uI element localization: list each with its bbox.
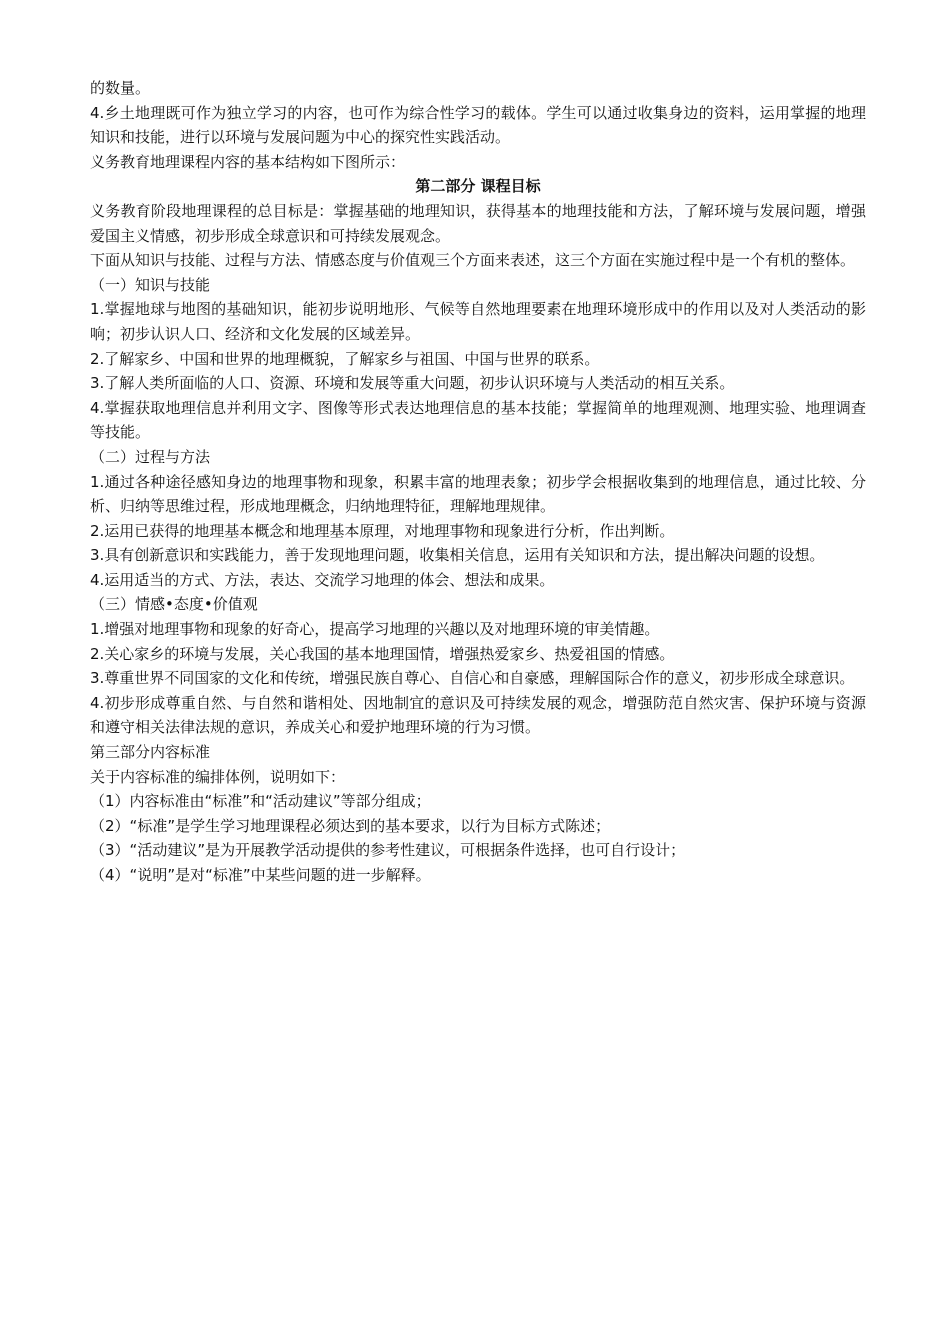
text-paragraph: 3.具有创新意识和实践能力，善于发现地理问题，收集相关信息，运用有关知识和方法，提出解决问题的设想。 <box>90 546 825 565</box>
text-paragraph: 2.了解家乡、中国和世界的地理概貌，了解家乡与祖国、中国与世界的联系。 <box>90 349 600 368</box>
text-paragraph: 义务教育阶段地理课程的总目标是：掌握基础的地理知识，获得基本的地理技能和方法，了解环境与发展问题，增强爱国主义情感，初步形成全球意识和可持续发展观念。 <box>90 201 866 245</box>
list-item: （4）“说明”是对“标准”中某些问题的进一步解释。 <box>90 866 431 884</box>
text-paragraph: 4.掌握获取地理信息并利用文字、图像等形式表达地理信息的基本技能；掌握简单的地理观测、地理实验、地理调查等技能。 <box>90 398 866 442</box>
list-item: （3）“活动建议”是为开展教学活动提供的参考性建议，可根据条件选择，也可自行设计； <box>90 841 686 860</box>
text-paragraph: 义务教育地理课程内容的基本结构如下图所示： <box>90 152 406 171</box>
text-paragraph: 3.尊重世界不同国家的文化和传统，增强民族自尊心、自信心和自豪感，理解国际合作的意义，初步形成全球意识。 <box>90 669 855 688</box>
text-paragraph: 1.掌握地球与地图的基础知识，能初步说明地形、气候等自然地理要素在地理环境形成中的作用以及对人类活动的影响；初步认识人口、经济和文化发展的区域差异。 <box>90 300 866 343</box>
section-heading: 第三部分内容标准 <box>90 743 211 762</box>
subsection-heading: （三）情感•态度•价值观 <box>90 595 258 614</box>
text-paragraph: 3.了解人类所面临的人口、资源、环境和发展等重大问题，初步认识环境与人类活动的相互关系。 <box>90 374 735 393</box>
text-paragraph: 关于内容标准的编排体例，说明如下： <box>90 767 346 786</box>
text-paragraph: 1.通过各种途径感知身边的地理事物和现象，积累丰富的地理表象；初步学会根据收集到的地理信息，通过比较、分析、归纳等思维过程，形成地理概念，归纳地理特征，理解地理规律。 <box>90 472 866 516</box>
section-heading: 第二部分 课程目标 <box>415 177 541 196</box>
text-paragraph: 1.增强对地理事物和现象的好奇心，提高学习地理的兴趣以及对地理环境的审美情趣。 <box>90 620 660 639</box>
list-item: （2）“标准”是学生学习地理课程必须达到的基本要求，以行为目标方式陈述； <box>90 816 611 835</box>
text-paragraph: 4.运用适当的方式、方法，表达、交流学习地理的体会、想法和成果。 <box>90 570 555 589</box>
text-paragraph: 下面从知识与技能、过程与方法、情感态度与价值观三个方面来表述，这三个方面在实施过程中是一个有机的整体。 <box>90 251 856 270</box>
text-paragraph: 2.运用已获得的地理基本概念和地理基本原理，对地理事物和现象进行分析，作出判断。 <box>90 521 675 540</box>
list-item: （1）内容标准由“标准”和“活动建议”等部分组成； <box>90 792 431 811</box>
text-paragraph: 4.乡土地理既可作为独立学习的内容，也可作为综合性学习的载体。学生可以通过收集身边的资料，运用掌握的地理知识和技能，进行以环境与发展问题为中心的探究性实践活动。 <box>90 103 866 147</box>
subsection-heading: （一）知识与技能 <box>90 275 211 294</box>
text-paragraph: 4.初步形成尊重自然、与自然和谐相处、因地制宜的意识及可持续发展的观念，增强防范自然灾害、保护环境与资源和遵守相关法律法规的意识，养成关心和爱护地理环境的行为习惯。 <box>90 693 866 737</box>
text-paragraph: 2.关心家乡的环境与发展，关心我国的基本地理国情，增强热爱家乡、热爱祖国的情感。 <box>90 644 675 663</box>
text-paragraph: 的数量。 <box>90 79 151 97</box>
subsection-heading: （二）过程与方法 <box>90 447 211 466</box>
document-page <box>90 76 866 888</box>
